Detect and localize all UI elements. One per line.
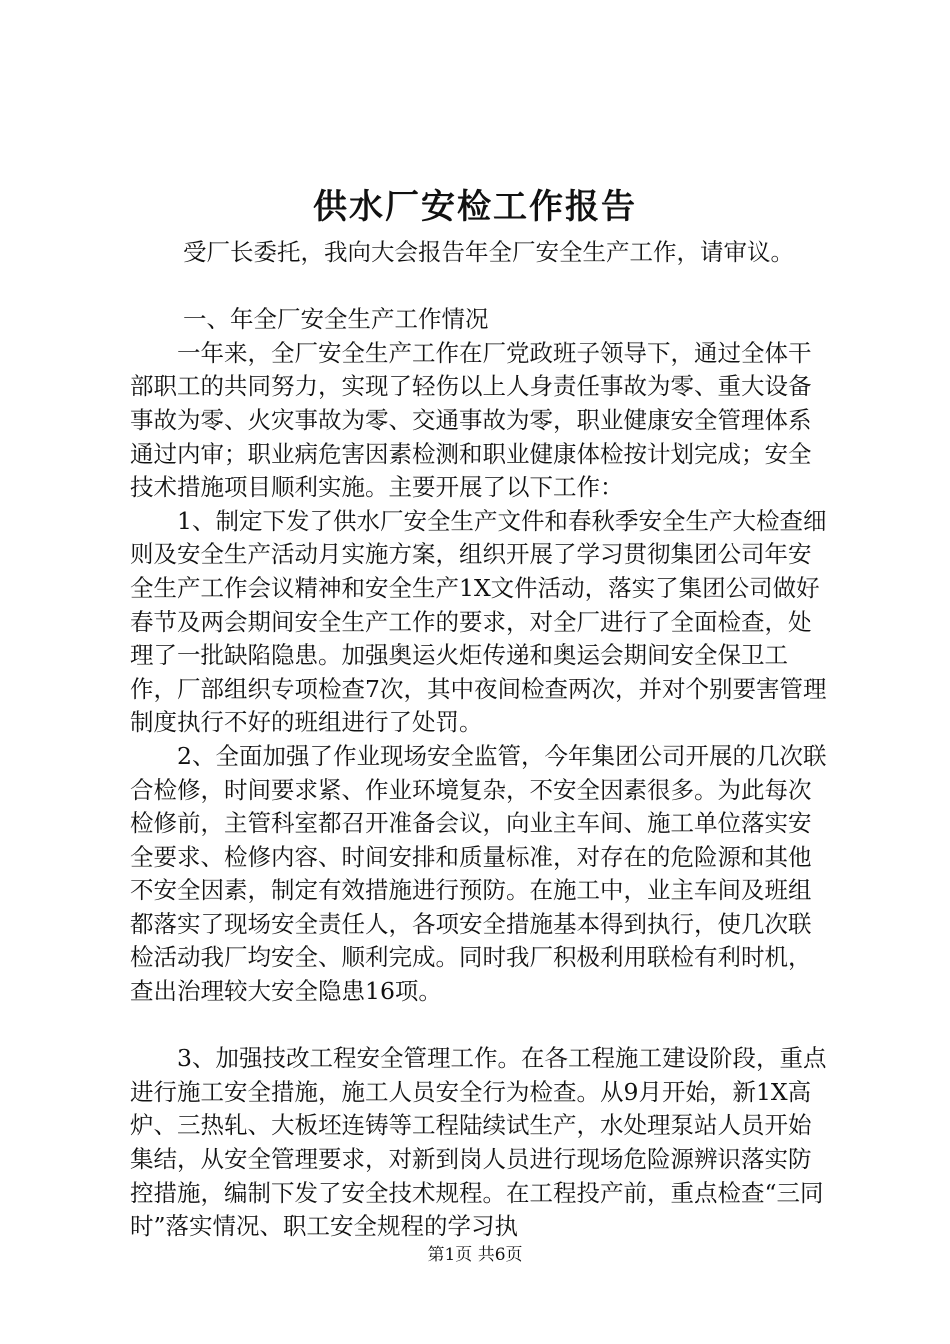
body-paragraph-item-3: 3、加强技改工程安全管理工作。在各工程施工建设阶段，重点进行施工安全措施，施工人员安全行为检查。从9月开始，新1X高炉、三热轧、大板坯连铸等工程陆续试生产，水处理泵站人员开始集结，从安全管理要求，对新到岗人员进行现场危险源辨识落实防控措施，编制下发了安全技术规程。在工程投产前，重点检查“三同时”落实情况、职工安全规程的学习执 — [130, 1044, 827, 1241]
document-body — [130, 236, 830, 1244]
section-heading: 一、年全厂安全生产工作情况 — [183, 305, 489, 334]
document-title: 供水厂安检工作报告 — [313, 187, 637, 227]
body-paragraph-summary: 一年来，全厂安全生产工作在厂党政班子领导下，通过全体干部职工的共同努力，实现了轻伤以上人身责任事故为零、重大设备事故为零、火灾事故为零、交通事故为零，职业健康安全管理体系通过内审；职业病危害因素检测和职业健康体检按计划完成；安全技术措施项目顺利实施。主要开展了以下工作： — [130, 338, 812, 502]
body-paragraph-item-2: 2、全面加强了作业现场安全监管，今年集团公司开展的几次联合检修，时间要求紧、作业环境复杂，不安全因素很多。为此每次检修前，主管科室都召开准备会议，向业主车间、施工单位落实安全要求、检修内容、时间安排和质量标准，对存在的危险源和其他不安全因素，制定有效措施进行预防。在施工中，业主车间及班组都落实了现场安全责任人，各项安全措施基本得到执行，使几次联检活动我厂均安全、顺利完成。同时我厂积极利用联检有利时机，查出治理较大安全隐患16项。 — [130, 741, 827, 1006]
body-paragraph-item-1: 1、制定下发了供水厂安全生产文件和春秋季安全生产大检查细则及安全生产活动月实施方案，组织开展了学习贯彻集团公司年安全生产工作会议精神和安全生产1X文件活动，落实了集团公司做好春节及两会期间安全生产工作的要求，对全厂进行了全面检查，处理了一批缺陷隐患。加强奥运火炬传递和奥运会期间安全保卫工作，厂部组织专项检查7次，其中夜间检查两次，并对个别要害管理制度执行不好的班组进行了处罚。 — [130, 506, 827, 737]
paragraph-gap — [130, 270, 830, 304]
opening-paragraph: 受厂长委托，我向大会报告年全厂安全生产工作，请审议。 — [183, 238, 794, 266]
paragraph-gap — [130, 1009, 830, 1043]
page-number-footer: 第1页 共6页 — [427, 1245, 523, 1265]
